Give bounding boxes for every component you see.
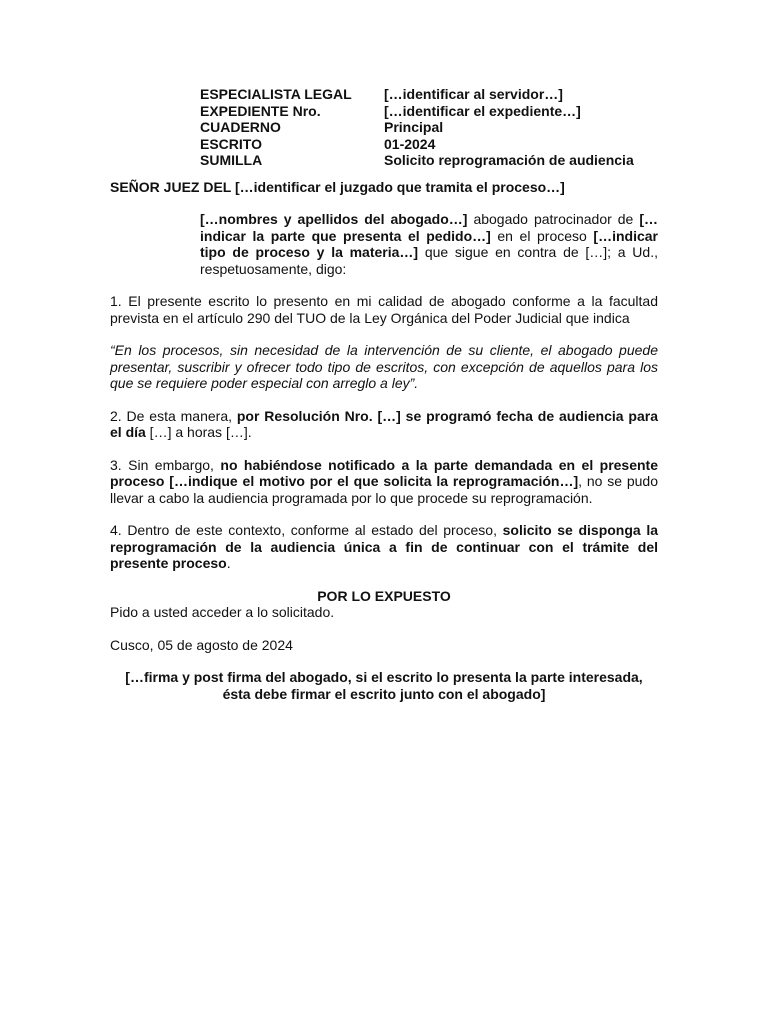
header-row (200, 152, 634, 169)
p4-text: . (226, 555, 231, 571)
paragraph-1: 1. El presente escrito lo presento en mi calidad de abogado conforme a la facultad prevista en el artículo 290 del TUO de la Ley Orgánica del Poder Judicial que indica (110, 293, 658, 326)
closing-heading: POR LO EXPUESTO (317, 587, 451, 604)
legal-quote: “En los procesos, sin necesidad de la intervención de su cliente, el abogado puede presentar, suscribir y ofrecer todo tipo de escritos, con excepción de aquellos para los que se requiere poder especial con arreglo a ley”. (110, 342, 658, 391)
header-key: SUMILLA (200, 152, 263, 168)
header-key: CUADERNO (200, 119, 281, 135)
p3-text: 3. Sin embargo, (110, 456, 221, 473)
paragraph-2 (110, 408, 658, 441)
intro-process-type: […indicar tipo de proceso y la materia…] (200, 227, 658, 260)
header-key: ESPECIALISTA LEGAL (200, 86, 352, 102)
intro-paragraph (200, 211, 658, 277)
case-header (200, 86, 634, 169)
closing-request: Pido a usted acceder a lo solicitado. (110, 604, 335, 620)
p3-bold: no habiéndose notificado a la parte demandada en el presente proceso […indique el motivo por el que solicita la reprogramación…] (110, 456, 659, 489)
header-key: ESCRITO (200, 135, 262, 152)
header-row (200, 119, 634, 136)
intro-lawyer-name: […nombres y apellidos del abogado…] (200, 211, 468, 227)
p4-bold: solicito se disponga la reprogramación de la audiencia única a fin de continuar con el trámite del presente proceso (110, 522, 659, 571)
intro-party: […indicar la parte que presenta el pedido…] (200, 211, 658, 244)
addressee: SEÑOR JUEZ DEL […identificar el juzgado que tramita el proceso…] (110, 178, 565, 195)
document-date: Cusco, 05 de agosto de 2024 (110, 636, 293, 653)
header-value: Principal (384, 119, 444, 135)
header-row (200, 86, 634, 103)
header-value: 01-2024 (384, 135, 436, 152)
header-row (200, 136, 634, 153)
header-value: Solicito reprogramación de audiencia (384, 152, 634, 168)
header-key: EXPEDIENTE Nro. (200, 102, 321, 119)
p2-text: […] a horas […]. (145, 424, 252, 440)
p3-text: , no se pudo llevar a cabo la audiencia programada por lo que procede su reprogramación. (110, 473, 658, 506)
document-page (110, 86, 658, 702)
intro-text: abogado patrocinador de (467, 211, 640, 227)
header-row (200, 103, 634, 120)
p4-text: 4. Dentro de este contexto, conforme al estado del proceso, (110, 522, 503, 538)
paragraph-3 (110, 457, 658, 507)
p2-bold: por Resolución Nro. […] se programó fecha de audiencia para el día (110, 407, 659, 440)
signature-block: […firma y post firma del abogado, si el escrito lo presenta la parte interesada, ésta debe firmar el escrito junto con el abogado] (125, 669, 643, 702)
p2-text: 2. De esta manera, (110, 407, 237, 424)
intro-text: que sigue en contra de […]; a Ud., respetuosamente, digo: (200, 244, 658, 277)
paragraph-4 (110, 522, 658, 572)
header-value: […identificar al servidor…] (384, 86, 563, 102)
header-value: […identificar el expediente…] (384, 102, 581, 119)
intro-text: en el proceso (490, 227, 594, 244)
